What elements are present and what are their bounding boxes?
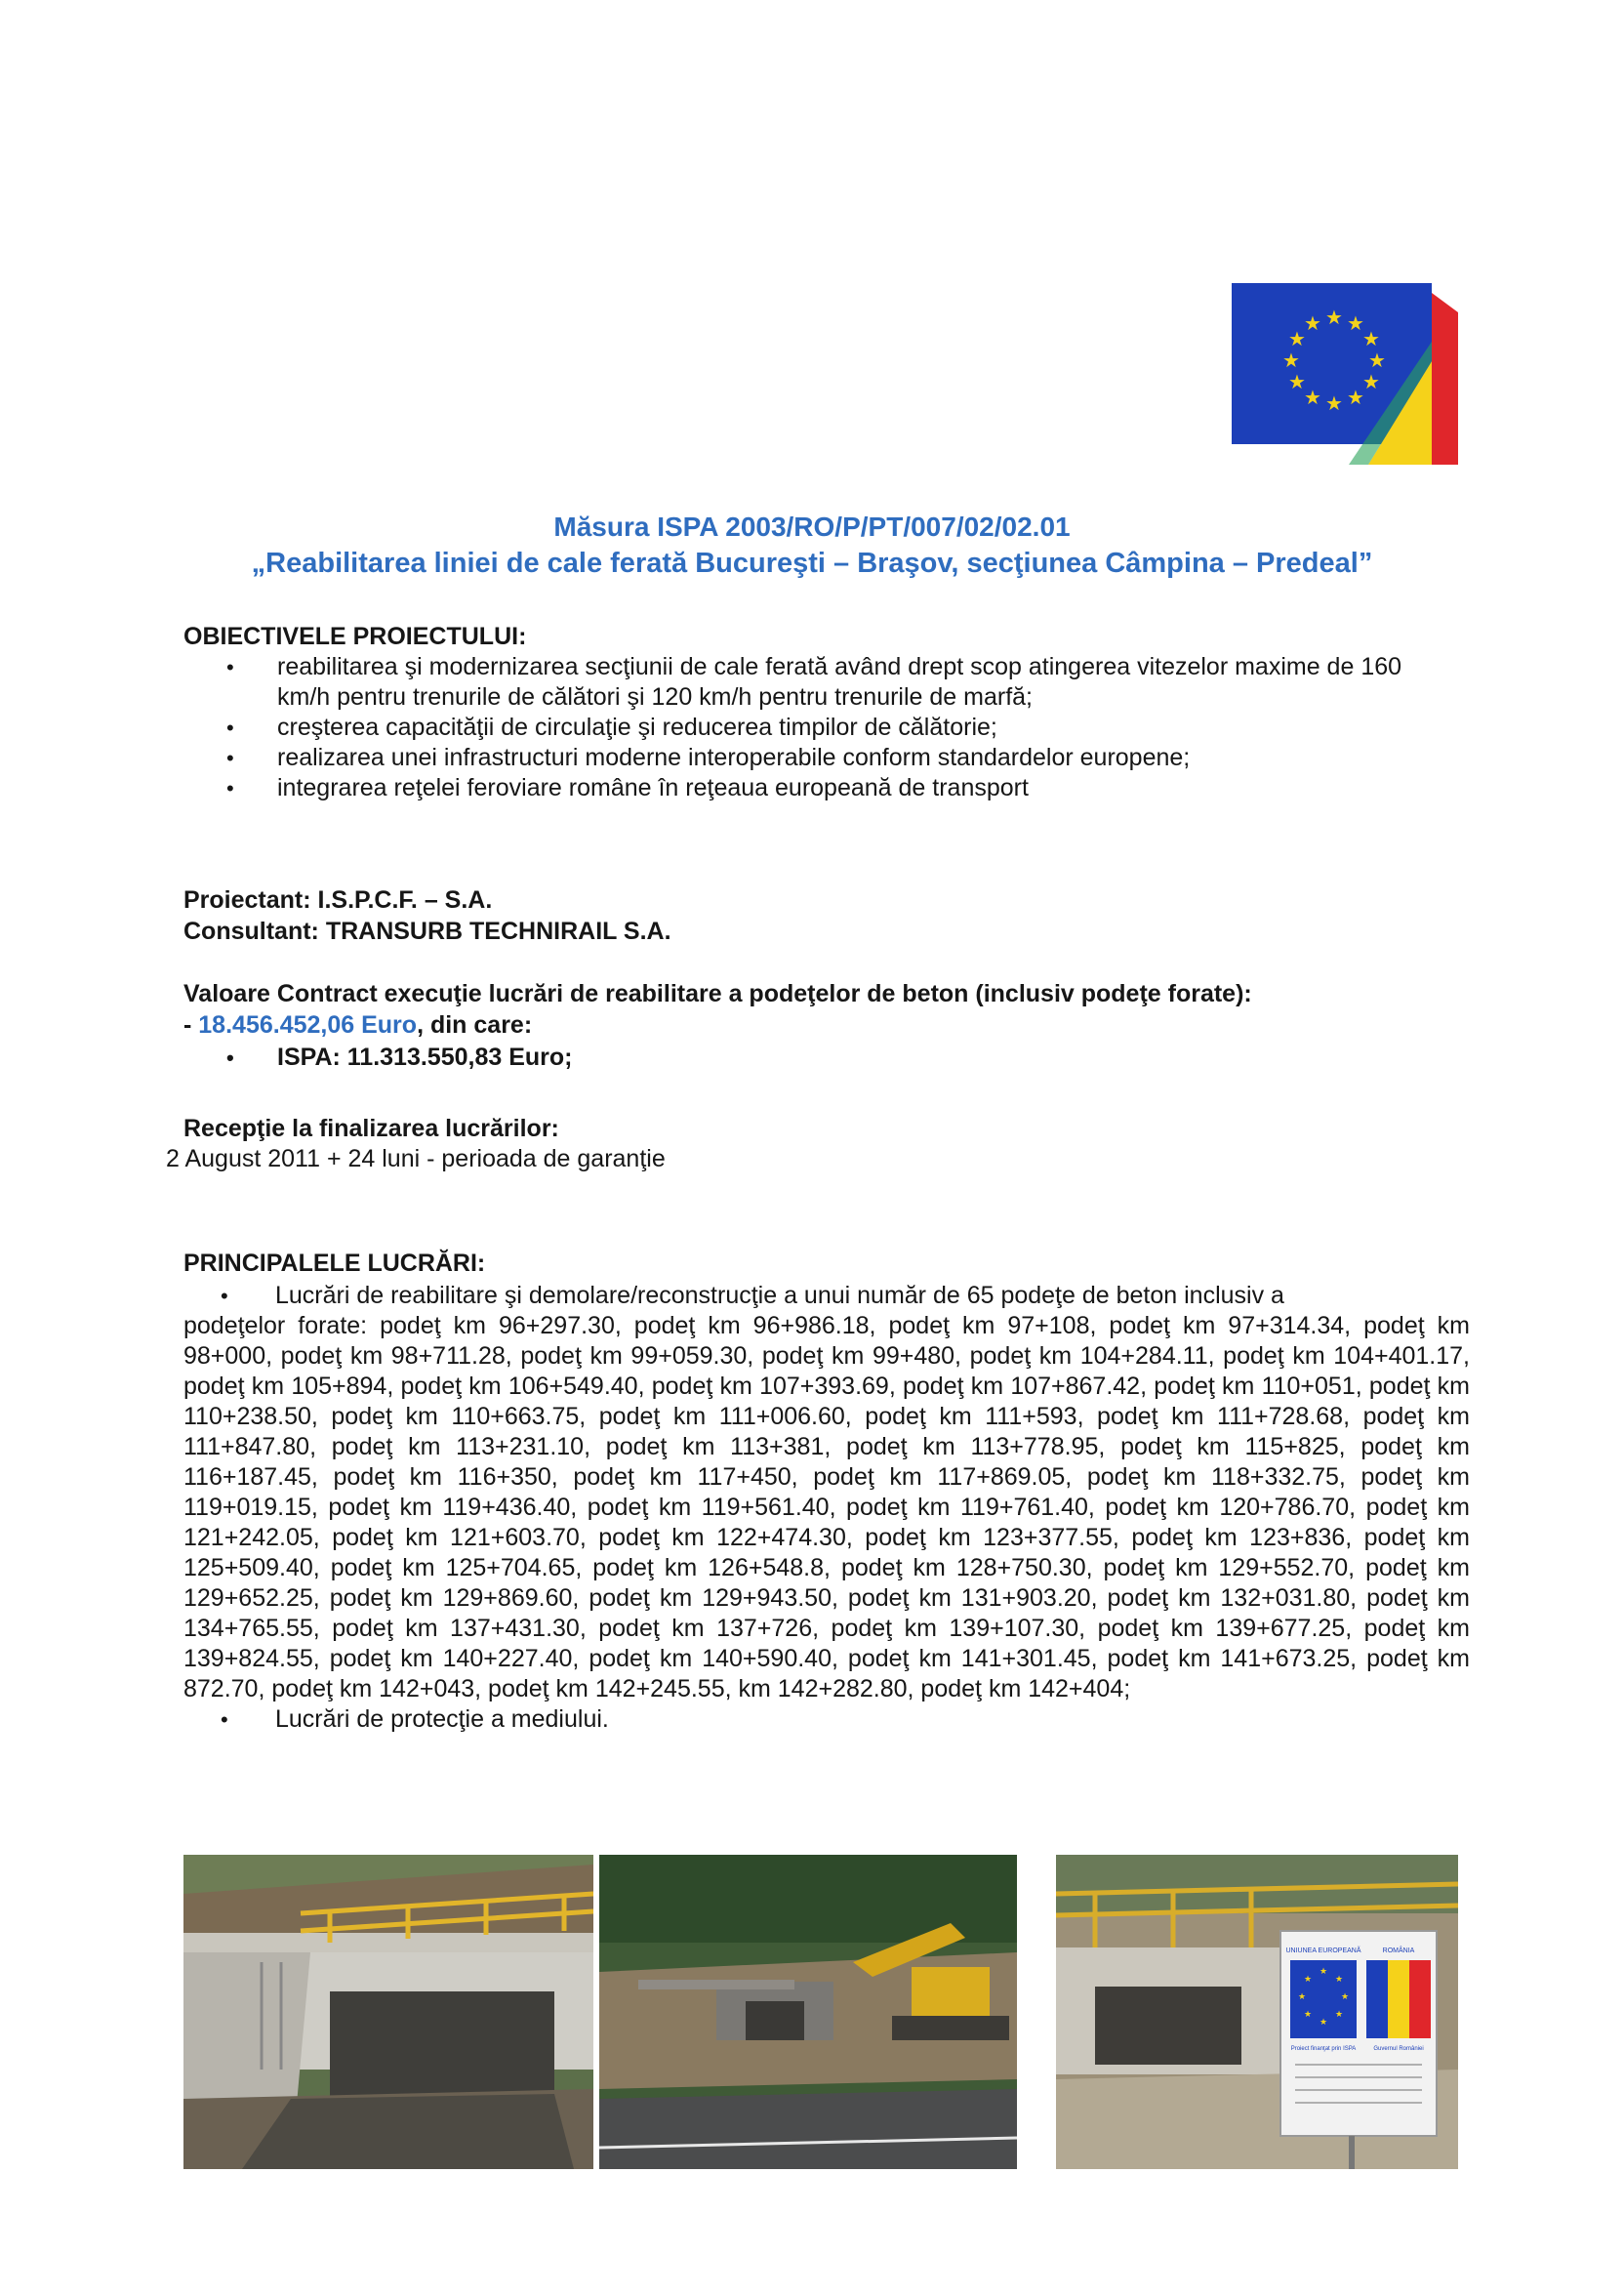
svg-text:★: ★ <box>1325 391 1343 415</box>
works-item-2 <box>183 1704 1470 1735</box>
contract-breakdown <box>183 1043 1355 1073</box>
sign-label-eu: UNIUNEA EUROPEANĂ <box>1285 1948 1361 1954</box>
bullet-icon: • <box>221 1707 228 1732</box>
objective-item: • creşterea capacităţii de circulaţie şi reducerea timpilor de călătorie; <box>183 713 1423 743</box>
logo-red-band <box>1432 293 1458 465</box>
svg-text:★: ★ <box>1319 1967 1328 1977</box>
svg-text:★: ★ <box>1334 2010 1344 2020</box>
contract-heading: Valoare Contract execuţie lucrări de reabilitare a podeţelor de beton (inclusiv podeţe forate): <box>183 980 1252 1007</box>
sign-footer-ro: Guvernul României <box>1373 2046 1424 2052</box>
svg-text:★: ★ <box>1319 2018 1328 2028</box>
objective-item: • realizarea unei infrastructuri moderne interoperabile conform standardelor europene; <box>183 743 1423 773</box>
contract-dash: - <box>183 1011 192 1039</box>
svg-text:★: ★ <box>1303 1975 1313 1985</box>
svg-text:★: ★ <box>1288 327 1306 350</box>
project-name: „Reabilitarea liniei de cale ferată Bucureşti – Braşov, secţiunea Câmpina – Predeal” <box>251 548 1373 579</box>
svg-text:★: ★ <box>1362 327 1380 350</box>
photo-culvert-construction <box>599 1855 1017 2169</box>
objective-item: • integrarea reţelei feroviare române în reţeaua europeană de transport <box>183 773 1423 803</box>
contract-total-value: 18.456.452,06 Euro <box>198 1011 418 1039</box>
bullet-icon: • <box>221 1284 228 1308</box>
ispa-value: • ISPA: 11.313.550,83 Euro; <box>183 1043 1355 1073</box>
svg-text:★: ★ <box>1362 370 1380 393</box>
svg-text:★: ★ <box>1340 1992 1350 2002</box>
designer: Proiectant: I.S.P.C.F. – S.A. <box>183 886 493 914</box>
works-item-1-culverts: podeţelor forate: podeţ km 96+297.30, podeţ km 96+986.18, podeţ km 97+108, podeţ km 97+314.34, podeţ km 98+000, podeţ km 98+711.28, podeţ km 99+059.30, podeţ km 99+480, podeţ km 104+284.11, podeţ km 104+401.17, podeţ km 105+894, podeţ km 106+549.40, podeţ km 107+393.69, podeţ km 107+867.42, podeţ km 110+051, podeţ km 110+238.50, podeţ km 110+663.75, podeţ km 111+006.60, podeţ km 111+593, podeţ km 111+728.68, podeţ km 111+847.80, podeţ km 113+231.10, podeţ km 113+381, podeţ km 113+778.95, podeţ km 115+825, podeţ km 116+187.45, podeţ km 116+350, podeţ km 117+450, podeţ km 117+869.05, podeţ km 118+332.75, podeţ km 119+019.15, podeţ km 119+436.40, podeţ km 119+561.40, podeţ km 119+761.40, podeţ km 120+786.70, podeţ km 121+242.05, podeţ km 121+603.70, podeţ km 122+474.30, podeţ km 123+377.55, podeţ km 123+836, podeţ km 125+509.40, podeţ km 125+704.65, podeţ km 126+548.8, podeţ km 128+750.30, podeţ km 129+552.70, podeţ km 129+652.25, podeţ km 129+869.60, podeţ km 129+943.50, podeţ km 131+903.20, podeţ km 132+031.80, podeţ km 134+765.55, podeţ km 137+431.30, podeţ km 137+726, podeţ km 139+107.30, podeţ km 139+677.25, podeţ km 139+824.55, podeţ km 140+227.40, podeţ km 140+590.40, podeţ km 141+301.45, podeţ km 141+673.25, podeţ km 872.70, podeţ km 142+043, podeţ km 142+245.55, km 142+282.80, podeţ km 142+404; <box>183 1312 1470 1702</box>
works-item-1-lead: Lucrări de reabilitare şi demolare/reconstrucţie a unui număr de 65 podeţe de beton inclusiv a <box>275 1282 1284 1309</box>
works-item-2-text: Lucrări de protecţie a mediului. <box>275 1705 609 1733</box>
svg-text:★: ★ <box>1347 311 1364 335</box>
svg-text:★: ★ <box>1288 370 1306 393</box>
reception-text: 2 August 2011 + 24 luni - perioada de garanţie <box>166 1145 666 1172</box>
sign-label-ro: ROMÂNIA <box>1382 1948 1415 1954</box>
svg-text:★: ★ <box>1304 311 1321 335</box>
works-item-1-first <box>183 1281 1470 1311</box>
photo-culvert-finished <box>1056 1855 1458 2169</box>
sign-footer-eu: Proiect finanţat prin ISPA <box>1290 2046 1357 2052</box>
consultant: Consultant: TRANSURB TECHNIRAIL S.A. <box>183 918 671 945</box>
contract-total-suffix: , din care: <box>417 1011 533 1039</box>
photo-culvert-rehabilitated <box>183 1855 593 2169</box>
svg-text:★: ★ <box>1325 306 1343 329</box>
svg-text:★: ★ <box>1303 2010 1313 2020</box>
svg-text:★: ★ <box>1297 1992 1307 2002</box>
eu-romania-logo <box>1232 283 1458 465</box>
svg-text:★: ★ <box>1282 348 1300 372</box>
objectives-list <box>183 652 1423 803</box>
svg-text:★: ★ <box>1334 1975 1344 1985</box>
reception-heading: Recepţie la finalizarea lucrărilor: <box>183 1115 559 1142</box>
objective-item: • reabilitarea şi modernizarea secţiunii de cale ferată având drept scop atingerea vitezelor maxime de 160 km/h pentru trenurile de călători şi 120 km/h pentru trenurile de marfă; <box>183 652 1423 713</box>
svg-text:★: ★ <box>1368 348 1386 372</box>
project-title <box>146 510 1478 582</box>
works-heading: PRINCIPALELE LUCRĂRI: <box>183 1250 486 1277</box>
svg-text:★: ★ <box>1347 386 1364 409</box>
contract-total-line <box>183 1009 532 1041</box>
measure-code: Măsura ISPA 2003/RO/P/PT/007/02/02.01 <box>553 512 1071 542</box>
works-section <box>183 1281 1470 1735</box>
objectives-heading: OBIECTIVELE PROIECTULUI: <box>183 623 527 650</box>
svg-text:★: ★ <box>1304 386 1321 409</box>
